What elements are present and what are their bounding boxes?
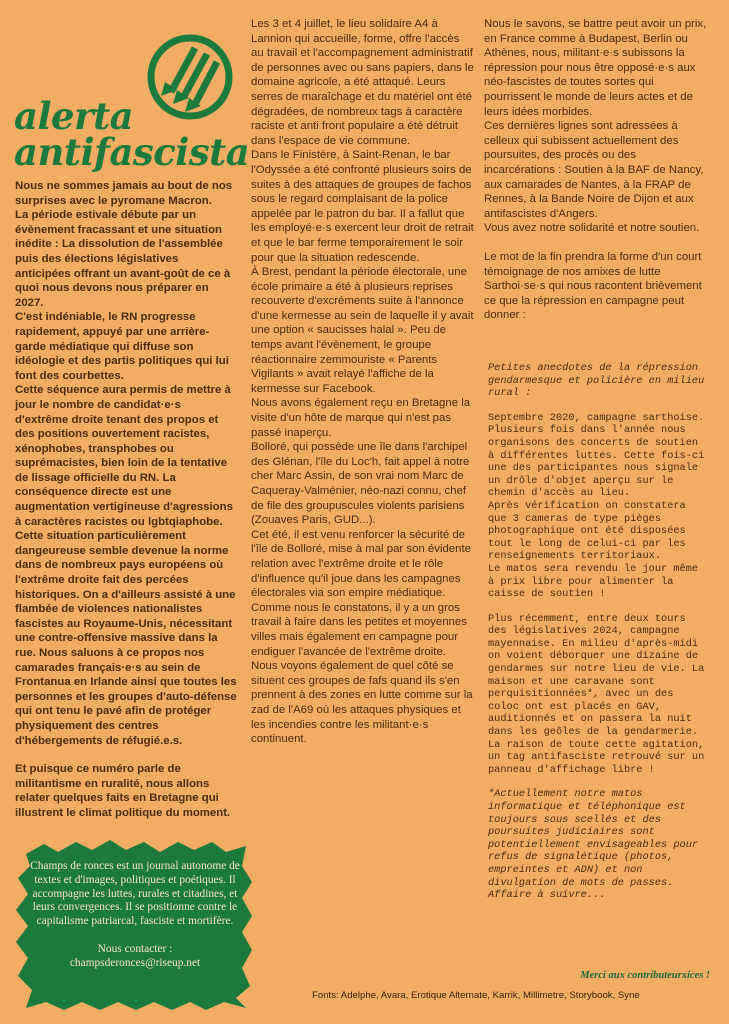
col2-paragraph-2: À Brest, pendant la période électorale, une école primaire a été à plusieurs reprises recouverte d'excréments suite à l'annonce d'une kermesse au sein de laquelle il y avait une option « saucisses halal ». Peu de temps avant l'évènement, le groupe réactionnaire zemmouriste « Parents Vigilants » avait relayé l'affiche de la kermesse sur Facebook.	[251, 266, 474, 395]
mono-paragraph-2: Plus récemment, entre deux tours des législatives 2024, campagne mayennaise. En milieu d'après-midi on voient déborquer une dizaine de gendarmes sur notre lieu de vie. La maison et une caravane sont perquisitionnées*, avec un des coloc ont est placés en GAV, auditionnés et on passera la nuit dans les geôles de la gendarmerie. La raison de toute cette agitation, un tag antifasciste retrouvé sur un panneau d'affichage libre !	[488, 612, 705, 776]
contact-label: Nous contacter :	[97, 942, 173, 955]
thanks-line: Merci aux contributeurxices !	[580, 970, 710, 981]
col2-paragraph-4: Bolloré, qui possède une île dans l'archipel des Glénan, l'île du Loc'h, fait appel à notre cher Marc Assin, de son vrai nom Marc de Caqueray-Valménier, néo-nazi connu, chef de file des groupuscules violents parisiens (Zouaves Paris, GUD...).	[251, 441, 470, 527]
col2-paragraph-5: Cet été, il est venu renforcer la sécurité de l'île de Bolloré, mise à mal par son évidente relation avec l'extrême droite et le rôle d'influence qu'il joue dans les campagnes électorales via son empire médiatique.	[251, 528, 471, 600]
page-title	[14, 94, 250, 174]
mono-paragraph-1: Septembre 2020, campagne sarthoise. Plusieurs fois dans l'année nous organisons des concerts de soutien à différentes luttes. Cette fois-ci une des participantes nous signale un drôle d'objet aperçu sur le chemin d'accès au lieu. Après vérification on constatera que 3 cameras de type pièges photographique ont été disposées tout le long de celui-ci par les renseignements territoriaux. Le matos sera revendu le jour même à prix libre pour alimenter la caisse de soutien !	[488, 411, 705, 601]
title-line-1: alerta	[14, 94, 134, 138]
col3-paragraph-3: Le mot de la fin prendra la forme d'un court témoignage de nos amixes de lutte Sarthoi·se·s qui nous racontent brièvement ce que la répression en campagne peut donner :	[484, 250, 702, 322]
mono-paragraph-3: *Actuellement notre matos informatique et téléphonique est toujours sous scellés et des poursuites judiciaires sont potentiellement envisageables pour refus de signalétique (photos, empreintes et ADN) et non divulgation de mots de passes. Affaire à suivre...	[488, 788, 705, 902]
col2-paragraph-1: Dans le Finistère, à Saint-Renan, le bar l'Odyssée a été confronté plusieurs soirs de suites à des attaques de groupes de fachos sous le regard complaisant de la police appelée par le patron du bar. Il a fallut que les employé·e·s exercent leur droit de retrait et que le bar ferme temporairement le soir pour que la situation redescende.	[251, 149, 474, 264]
col2-paragraph-0: Les 3 et 4 juillet, le lieu solidaire A4 à Lannion qui accueille, forme, offre l'accès au travail et l'accompagnement administratif de personnes avec ou sans papiers, dans le domaine agricole, a été attaqué. Leurs serres de maraîchage et du matériel ont été dégradées, de nombreux tags à caractère raciste et anti front populaire a été détruit dans l'espace de vie commune.	[251, 18, 474, 147]
col1-paragraph-0: Nous ne sommes jamais au bout de nos surprises avec le pyromane Macron.	[15, 180, 233, 207]
col3-paragraph-1: Ces dernières lignes sont adressées à celleux qui subissent actuellement des poursuites, des procès ou des incarcérations : Soutien à la BAF de Nancy, aux camarades de Nantes, à la FRAP de Rennes, à la Bande Noire de Dijon et aux antifascistes d'Angers.	[484, 120, 704, 220]
col3-paragraph-0: Nous le savons, se battre peut avoir un prix, en France comme à Budapest, Berlin ou Athènes, nous, militant·e·s subissons la répression pour nous être opposé·e·s aux néo-fascistes de toutes sortes qui pourrissent le monde de leurs actes et de leurs idées morbides.	[484, 18, 707, 118]
col1-paragraph-5: Et puisque ce numéro parle de militantisme en ruralité, nous allons relater quelques faits en Bretagne qui illustrent le climat politique du moment.	[15, 763, 231, 819]
col1-paragraph-2: C'est indéniable, le RN progresse rapidement, appuyé par une arrière-garde médiatique qui diffuse son idéologie et des partis politiques qui lui font des courbettes.	[15, 311, 229, 382]
contact-email[interactable]: champsderonces@riseup.net	[69, 956, 201, 969]
col3-paragraph-2: Vous avez notre solidarité et notre soutien.	[484, 222, 700, 235]
testimony-block	[488, 362, 710, 902]
journal-description: Champs de ronces est un journal autonome de textes et d'images, politiques et poétiques. Il accompagne les luttes, rurales et citadines, et leurs convergences. Il se positionne contre le capitalisme patriarcal, fasciste et mortifère.	[30, 860, 240, 928]
title-line-2: antifascista	[14, 130, 250, 174]
col1-paragraph-3: Cette séquence aura permis de mettre à jour le nombre de candidat·e·s d'extrême droite tenant des propos et des positions ouvertement racistes, xénophobes, transphobes ou suprémacistes, bien loin de la tentative de lissage officielle du RN. La conséquence directe est une augmentation vertigineuse d'agressions à caractères racistes ou lgbtqiaphobe.	[15, 384, 233, 528]
column-2	[251, 17, 474, 747]
info-blob-text-block	[30, 860, 240, 971]
col1-paragraph-4: Cette situation particulièrement dangeureuse semble devenue la norme dans de nombreux pays européens où l'extrême droite fait des percées historiques. On a d'ailleurs assisté à une flambée de violences nationalistes fascistes au Royaume-Unis, nécessitant une contre-offensive massive dans la rue. Nous saluons à ce propos nos camarades français·e·s au sein de Frontanua en Irlande ainsi que toutes les personnes et les groupes d'auto-défense qui ont tenu le pavé afin de protéger physiquement des centres d'hébergements de réfugié.e.s.	[15, 530, 237, 747]
col2-paragraph-3: Nous avons également reçu en Bretagne la visite d'un hôte de marque qui n'est pas passé inaperçu.	[251, 397, 471, 439]
col2-paragraph-6: Comme nous le constatons, il y a un gros travail à faire dans les petites et moyennes villes mais également en campagne pour endiguer l'avancée de l'extrême droite.	[251, 601, 467, 658]
mono-paragraph-0: Petites anecdotes de la répression gendarmesque et policière en milieu rural :	[488, 362, 711, 400]
column-1	[15, 179, 237, 821]
col1-paragraph-1: La période estivale débute par un évènement fracassant et une situation inédite : La dissolution de l'assemblée puis des élections législatives anticipées offrant un avant-goût de ce à quoi nous devons nous préparer en 2027.	[15, 209, 231, 309]
fonts-credit: Fonts: Adelphe, Avara, Erotique Alternate, Karrik, Millimetre, Storybook, Syne	[312, 990, 640, 1001]
column-3	[484, 17, 708, 323]
col2-paragraph-7: Nous voyons également de quel côté se situent ces groupes de fafs quand ils s'en prennent à des zones en lutte comme sur la zad de l'A69 où les attaques physiques et les incendies contre les militant·e·s continuent.	[251, 660, 473, 746]
